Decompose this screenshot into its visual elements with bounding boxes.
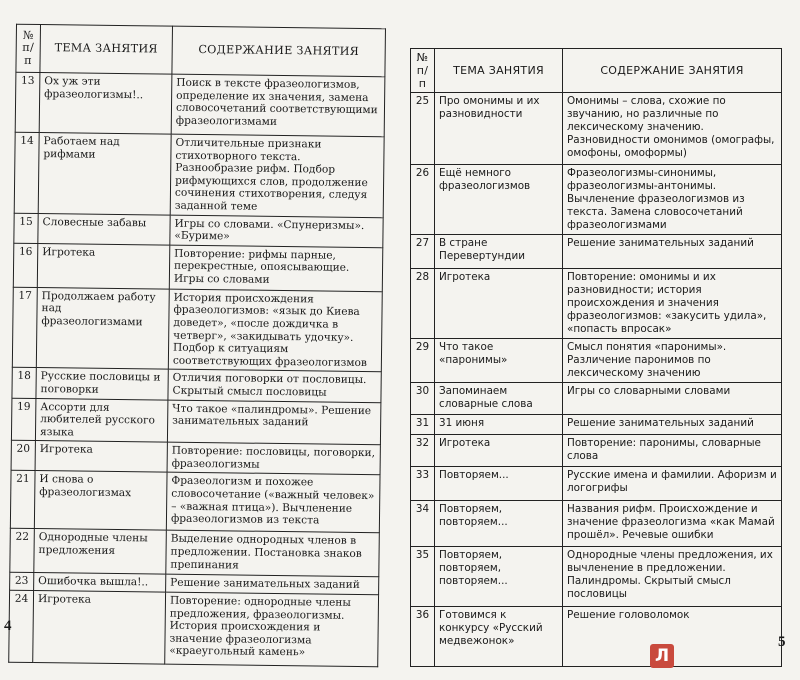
table-row	[11, 440, 380, 475]
table-row	[411, 383, 782, 415]
row-num: 21	[10, 471, 35, 529]
lesson-table-right	[410, 48, 782, 667]
table-row	[411, 269, 782, 339]
row-content: Омонимы – слова, схожие по звучанию, но различные по лексическому значению. Разновидности омонимов (омографы, омофоны, омоформы)	[563, 93, 782, 165]
row-num: 24	[9, 590, 34, 662]
row-topic: Работаем над рифмами	[38, 133, 171, 215]
table-row	[15, 72, 385, 137]
row-num: 14	[14, 132, 39, 213]
row-topic: Русские пословицы и поговорки	[36, 368, 168, 400]
row-topic: Повторяем...	[435, 467, 563, 501]
row-topic: Словесные забавы	[38, 213, 170, 245]
row-topic: Игротека	[37, 243, 170, 289]
row-topic: И снова о фразеологизмах	[34, 471, 167, 531]
table-row	[411, 607, 782, 667]
row-topic: Игротека	[35, 441, 167, 473]
row-num: 27	[411, 235, 435, 269]
table-row	[411, 547, 782, 607]
row-topic: Запоминаем словарные слова	[435, 383, 563, 415]
row-content: Названия рифм. Происхождение и значение фразеологизма «как Мамай прошёл». Речевые ошибки	[563, 501, 782, 547]
row-num: 17	[12, 287, 37, 368]
row-topic: Что такое «паронимы»	[435, 339, 563, 383]
row-topic: Про омонимы и их разновидности	[435, 93, 563, 165]
table-row	[411, 415, 782, 435]
row-topic: Ещё немного фразеологизмов	[435, 165, 563, 235]
row-num: 29	[411, 339, 435, 383]
row-content: Однородные члены предложения, их вычленение в предложении. Палиндромы. Скрытый смысл пословицы	[563, 547, 782, 607]
table-row	[11, 398, 380, 445]
header-topic: ТЕМА ЗАНЯТИЯ	[435, 49, 563, 93]
table-row	[12, 287, 382, 372]
table-row	[411, 501, 782, 547]
table-row	[10, 529, 380, 578]
row-content: Отличительные признаки стихотворного текста. Разнообразие рифм. Подбор рифмующихся слов, продолжение сочинения стихотворения, следуя заданной теме	[170, 134, 384, 217]
row-num: 26	[411, 165, 435, 235]
lesson-table-left	[8, 24, 386, 668]
header-content: СОДЕРЖАНИЕ ЗАНЯТИЯ	[172, 26, 386, 77]
table-row	[10, 471, 380, 534]
row-topic: Игротека	[435, 435, 563, 467]
publisher-logo: Л	[650, 644, 674, 668]
row-content: Повторение: однородные члены предложения, фразеологизмы. История происхождения и значение фразеологизма «краеугольный камень»	[165, 592, 379, 667]
left-page	[9, 24, 386, 659]
table-row	[9, 590, 379, 667]
page-number-right: 5	[778, 634, 786, 650]
row-content: Решение занимательных заданий	[563, 235, 782, 269]
row-content: Решение занимательных заданий	[563, 415, 782, 435]
row-topic: Ошибочка вышла!..	[34, 573, 166, 592]
row-topic: Повторяем, повторяем, повторяем...	[435, 547, 563, 607]
row-content: Фразеологизмы-синонимы, фразеологизмы-антонимы. Вычленение фразеологизмов из текста. Замена словосочетаний фразеологизмами	[563, 165, 782, 235]
header-num: № п/п	[411, 49, 435, 93]
row-content: Отличия поговорки от пословицы. Скрытый смысл пословицы	[168, 369, 381, 402]
table-row	[14, 213, 383, 248]
header-num: № п/п	[16, 24, 41, 72]
right-page	[410, 48, 782, 647]
row-content: Фразеологизм и похожее словосочетание («важный человек» – «важная птица»). Вычленение фразеологизмов из текста	[166, 473, 380, 534]
row-topic: 31 июня	[435, 415, 563, 435]
row-num: 19	[11, 398, 36, 441]
row-num: 34	[411, 501, 435, 547]
row-num: 23	[10, 573, 34, 591]
row-num: 35	[411, 547, 435, 607]
table-row	[12, 368, 381, 403]
row-num: 22	[10, 529, 35, 573]
row-num: 25	[411, 93, 435, 165]
table-header	[411, 49, 782, 93]
row-content: Игры со словами. «Спунеризмы». «Буриме»	[170, 215, 383, 248]
row-topic: Готовимся к конкурсу «Русский медвежонок»	[435, 607, 563, 667]
table-row	[14, 132, 384, 217]
row-topic: Однородные члены предложения	[34, 529, 167, 575]
row-content: Русские имена и фамилии. Афоризм и логогрифы	[563, 467, 782, 501]
row-num: 36	[411, 607, 435, 667]
table-row	[411, 435, 782, 467]
row-content: Повторение: омонимы и их разновидности; история происхождения и значения фразеологизмов: «закусить удила», «попасть впросак»	[563, 269, 782, 339]
row-content: Выделение однородных членов в предложении. Постановка знаков препинания	[166, 531, 380, 578]
row-content: Игры со словарными словами	[563, 383, 782, 415]
row-num: 28	[411, 269, 435, 339]
row-topic: В стране Перевертундии	[435, 235, 563, 269]
row-content: Повторение: рифмы парные, перекрестные, опоясывающие. Игры со словами	[169, 245, 383, 292]
row-content: Что такое «палиндромы». Решение занимательных заданий	[167, 400, 381, 445]
row-topic: Повторяем, повторяем...	[435, 501, 563, 547]
row-content: История происхождения фразеологизмов: «язык до Киева доведет», «после дождичка в четверг», «закидывать удочку». Подбор к ситуациям соответствующих фразеологизмов	[168, 289, 382, 372]
table-row	[411, 165, 782, 235]
row-num: 16	[13, 243, 38, 287]
row-num: 30	[411, 383, 435, 415]
row-content: Поиск в тексте фразеологизмов, определение их значения, замена словосочетаний соответствующими фразеологизмами	[171, 74, 385, 137]
row-num: 33	[411, 467, 435, 501]
row-content: Смысл понятия «паронимы». Различение паронимов по лексическому значению	[563, 339, 782, 383]
row-num: 18	[12, 368, 36, 398]
row-topic: Игротека	[33, 591, 166, 665]
row-content: Решение головоломок	[563, 607, 782, 667]
table-row	[13, 243, 383, 292]
row-num: 13	[15, 72, 40, 132]
row-num: 15	[14, 213, 38, 243]
header-topic: ТЕМА ЗАНЯТИЯ	[40, 25, 173, 75]
table-row	[411, 339, 782, 383]
table-header	[16, 24, 386, 77]
row-topic: Продолжаем работу над фразеологизмами	[36, 287, 169, 369]
table-row	[411, 93, 782, 165]
table-row	[411, 467, 782, 501]
row-num: 20	[11, 440, 35, 470]
row-content: Повторение: пословицы, поговорки, фразеологизмы	[167, 442, 380, 475]
row-topic: Ассорти для любителей русского языка	[35, 398, 168, 442]
row-topic: Игротека	[435, 269, 563, 339]
header-content: СОДЕРЖАНИЕ ЗАНЯТИЯ	[563, 49, 782, 93]
row-num: 31	[411, 415, 435, 435]
row-topic: Ох уж эти фразеологизмы!..	[39, 73, 172, 135]
table-row	[411, 235, 782, 269]
row-content: Решение занимательных заданий	[166, 575, 379, 595]
row-num: 32	[411, 435, 435, 467]
row-content: Повторение: паронимы, словарные слова	[563, 435, 782, 467]
page-number-left: 4	[4, 618, 12, 634]
